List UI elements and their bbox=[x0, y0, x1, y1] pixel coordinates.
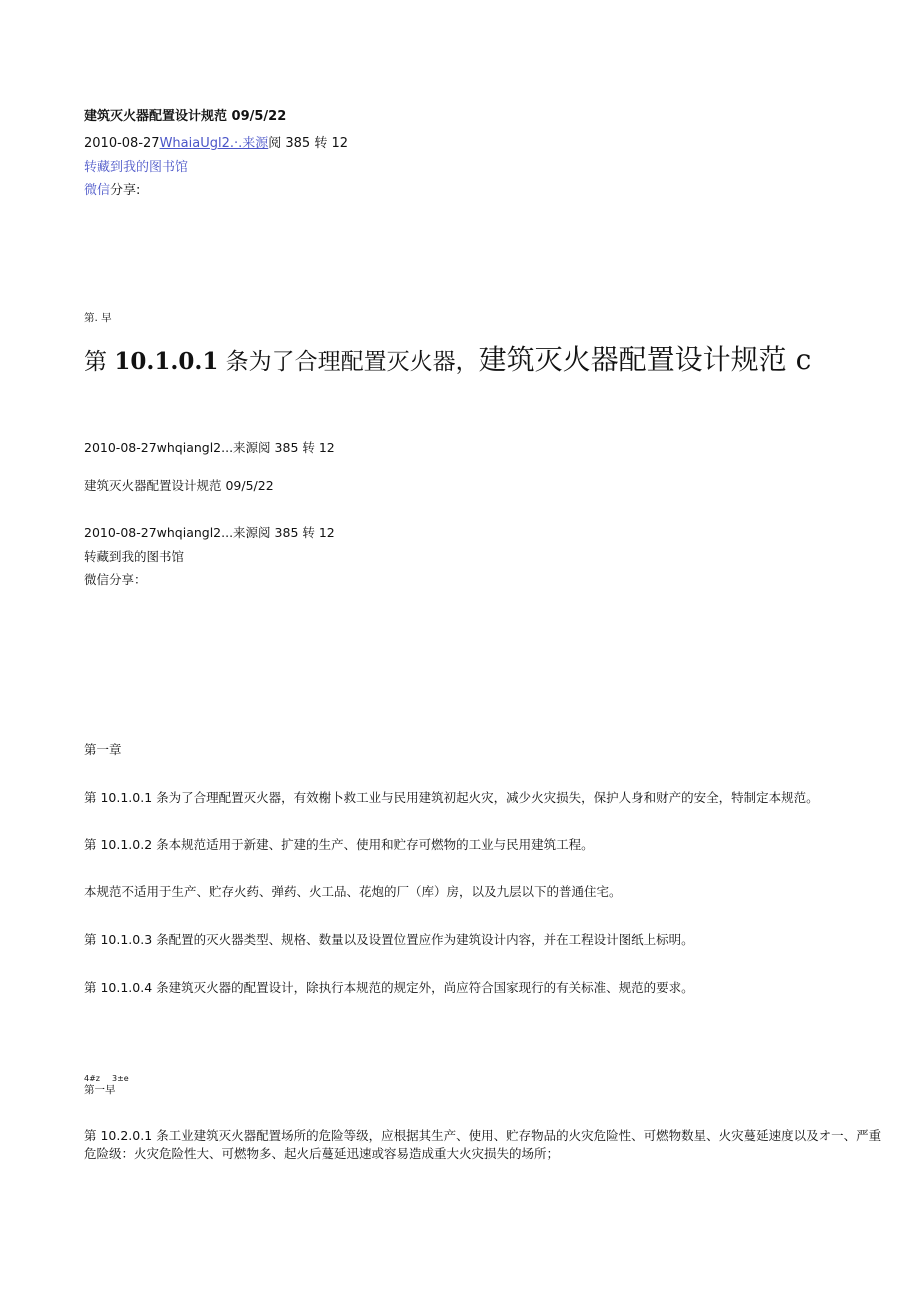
collect-to-library-text[interactable]: 转藏到我的图书馆 bbox=[84, 549, 185, 564]
big-heading bbox=[84, 343, 812, 376]
big-heading-prefix: 第 bbox=[84, 349, 115, 375]
big-heading-part2: 建筑灭火器配置设计规范 c bbox=[478, 343, 812, 376]
author-link[interactable]: WhaiaUgl2.·.来源 bbox=[159, 136, 269, 151]
chapter-label-small: 第. 早 bbox=[84, 312, 112, 324]
post-meta-line-3: 2010-08-27whqiangl2...来源阅 385 转 12 bbox=[84, 525, 335, 540]
doc-title: 建筑灭火器配置设计规范 09/5/22 bbox=[84, 109, 287, 124]
doc-title-2: 建筑灭火器配置设计规范 09/5/22 bbox=[84, 478, 274, 493]
chapter1-para-4: 第 10.1.0.3 条配置的灭火器类型、规格、数量以及设置位置应作为建筑设计内容，并在工程设计图纸上标明。 bbox=[84, 932, 694, 947]
garbled-mark-right: 3±e bbox=[112, 1074, 129, 1083]
chapter2-para-1-line-1: 第 10.2.0.1 条工业建筑灭火器配置场所的危险等级，应根据其生产、使用、贮存物品的火灾危险性、可燃物数星、火灾蔓延速度以及オ一、严重 bbox=[84, 1128, 882, 1143]
chapter1-para-3: 本规范不适用于生产、贮存火药、弹药、火工品、花炮的厂（库）房，以及九层以下的普通住宅。 bbox=[84, 884, 622, 899]
wechat-share-text[interactable]: 微信分享： bbox=[84, 572, 147, 587]
share-label: 分享: bbox=[110, 183, 141, 198]
big-heading-part1: 条为了合理配置灭火器， bbox=[218, 349, 479, 375]
post-meta-line bbox=[84, 136, 348, 152]
chapter2-para-1-line-2: 危险级：火灾危险性大、可燃物多、起火后蔓延迅速或容易造成重大火灾损失的场所； bbox=[84, 1146, 560, 1161]
chapter1-para-2: 第 10.1.0.2 条本规范适用于新建、扩建的生产、使用和贮存可燃物的工业与民用建筑工程。 bbox=[84, 837, 594, 852]
chapter2-heading: 第一早 bbox=[84, 1084, 116, 1096]
post-date: 2010-08-27 bbox=[84, 136, 160, 151]
post-meta-line-2: 2010-08-27whqiangl2...来源阅 385 转 12 bbox=[84, 440, 335, 455]
collect-to-library-link[interactable]: 转藏到我的图书馆 bbox=[84, 160, 189, 175]
chapter1-para-5: 第 10.1.0.4 条建筑灭火器的配置设计，除执行本规范的规定外，尚应符合国家现行的有关标准、规范的要求。 bbox=[84, 980, 694, 995]
garbled-mark-left: 4#z bbox=[84, 1074, 100, 1083]
big-heading-number: 10.1.0.1 bbox=[114, 348, 219, 375]
post-stats: 阅 385 转 12 bbox=[268, 136, 349, 151]
wechat-share-line bbox=[84, 183, 140, 199]
chapter1-para-1: 第 10.1.0.1 条为了合理配置灭火器，有效榭卜救工业与民用建筑初起火灾，减少火灾损失，保护人身和财产的安全，特制定本规范。 bbox=[84, 790, 819, 805]
chapter1-heading: 第一章 bbox=[84, 742, 122, 757]
wechat-link[interactable]: 微信 bbox=[84, 183, 111, 198]
